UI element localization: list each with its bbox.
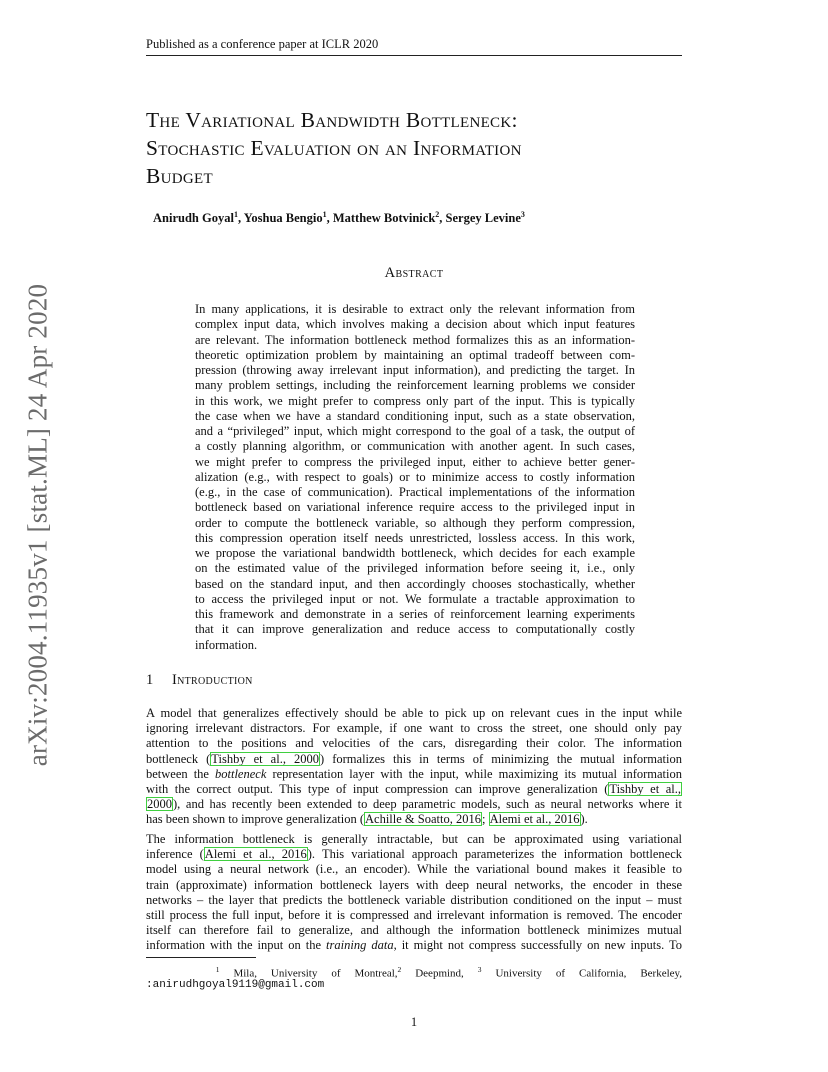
author-name: Anirudh Goyal [153, 211, 234, 226]
paper-title [146, 106, 706, 190]
text-span: bottleneck ( [146, 751, 211, 766]
text-span: has been shown to improve generalization ( [146, 812, 364, 827]
abstract-line: to access the privileged input or not. We formulate a tractable approximation to [195, 591, 635, 606]
abstract-line: we might prefer to compress the privileged input, either to achieve better gener- [195, 454, 635, 469]
text-line [146, 938, 682, 953]
citation-link[interactable]: Tishby et al., 2000 [211, 751, 320, 766]
author-name: Matthew Botvinick [332, 211, 436, 226]
abstract-body [195, 302, 635, 653]
footnote-word: Berkeley, [640, 967, 683, 980]
footnote-word: Deepmind, [415, 967, 464, 980]
abstract-line: and a “privileged” input, which might correspond to the goal of a task, the output of [195, 424, 635, 438]
arxiv-sidebar [24, 280, 52, 770]
abstract-line: alization (e.g., with respect to goals) or to minimize access to costly information [195, 469, 635, 484]
text-span: , it might not compress successfully on new inputs. To [393, 938, 682, 953]
abstract-line: order to compute the bottleneck variable, so although they perform compression, [195, 515, 635, 530]
text-span: ) formalizes this in terms of minimizing the mutual information [320, 751, 682, 766]
abstract-line: bottleneck based on variational inference require access to the privileged input in [195, 500, 635, 515]
abstract-line: theoretic optimization problem by maintaining an optimal tradeoff between com- [195, 347, 635, 362]
author-affiliation[interactable]: 3 [520, 210, 525, 219]
text-line [146, 812, 682, 827]
author-affiliation[interactable]: 1 [322, 210, 327, 219]
citation-link[interactable]: Tishby et al., [609, 781, 682, 796]
footnote-rule [146, 957, 256, 958]
intro-paragraph-1 [146, 706, 682, 828]
text-span: ; [481, 812, 489, 827]
footnote-word: University [495, 967, 542, 980]
text-line: model using a neural network (i.e., an encoder). While the variational bound makes it feasible to [146, 862, 682, 877]
text-span: with the correct output. This type of input compression can improve generalization ( [146, 781, 609, 796]
author-affiliation[interactable]: 2 [435, 210, 440, 219]
abstract-line: complex input data, which involves making a decision about which input features [195, 317, 635, 332]
page-number: 1 [410, 1015, 418, 1029]
title-line-2: Stochastic Evaluation on an Information [146, 136, 522, 160]
running-header: Published as a conference paper at ICLR 2020 [146, 36, 682, 56]
text-line [146, 767, 682, 782]
text-span: ), and has recently been extended to deep parametric models, such as neural networks where it [173, 797, 682, 812]
author-email[interactable]: :anirudhgoyal9119@gmail.com [146, 979, 325, 991]
text-span: information with the input on the [146, 938, 327, 953]
text-span: inference ( [146, 847, 204, 862]
abstract-line: that it can improve generalization and reduce access to computationally costly [195, 622, 635, 637]
text-line: attention to the positions and velocities of the cars, disregarding their color. The information [146, 736, 682, 751]
text-span: ). This variational approach parameterizes the information bottleneck [307, 847, 682, 862]
text-span: between the [146, 766, 216, 781]
abstract-line: based on the standard input, and then accordingly chooses stochastically, whether [195, 576, 635, 591]
citation-link[interactable]: Alemi et al., 2016 [204, 847, 307, 862]
abstract-line: are relevant. The information bottleneck method formalizes this as an information- [195, 332, 635, 347]
text-line: itself can therefore fail to generalize, and although the information bottleneck minimizes mutual [146, 923, 682, 938]
text-line [146, 782, 682, 797]
footnote-word: of [555, 967, 566, 980]
text-line [146, 752, 682, 767]
text-line: still process the full input, before it is compressed and irrelevant information is removed. The encoder [146, 907, 682, 922]
abstract-line: In many applications, it is desirable to extract only the relevant information from [195, 302, 635, 316]
title-line-3: Budget [146, 164, 213, 188]
title-line-1: The Variational Bandwidth Bottleneck: [146, 108, 518, 132]
section-heading-introduction [146, 672, 682, 689]
intro-paragraph-2 [146, 832, 682, 954]
text-line: ignoring irrelevant distractors. For example, if one want to cross the street, one should only pay [146, 721, 682, 736]
citation-link[interactable]: Alemi et al., 2016 [489, 812, 580, 827]
author-name: Yoshua Bengio [243, 211, 323, 226]
abstract-line: on the estimated value of the privileged information before seeing it, i.e., only [195, 561, 635, 576]
text-line [146, 797, 682, 812]
footnote [146, 962, 682, 992]
footnote-word: Montreal, [354, 967, 398, 980]
text-span: ). [580, 812, 588, 827]
footnote-marker: 3 [477, 965, 482, 974]
text-span: representation layer with the input, while maximizing its mutual information [266, 766, 682, 781]
author-name: Sergey Levine [445, 211, 521, 226]
abstract-line: in this work, we might prefer to compress only part of the input. This is typically [195, 393, 635, 408]
abstract-line: a costly planning algorithm, or communication with another agent. In such cases, [195, 439, 635, 454]
author-list: Anirudh Goyal$^1$, Yoshua Bengio$^1$, Matthew Botvinick$^2$, Sergey Levine$^3$ [153, 210, 525, 226]
abstract-line: pression (throwing away irrelevant input information), and predicting the target. In [195, 363, 635, 377]
footnote-line [146, 962, 683, 980]
abstract-line: we propose the variational bandwidth bottleneck, which decides for each example [195, 546, 635, 560]
footnote-word: Mila, [233, 967, 257, 980]
abstract-line: (e.g., in the case of communication). Practical implementations of the information [195, 485, 635, 499]
abstract-line: information. [195, 637, 258, 652]
text-line: A model that generalizes effectively should be able to pick up on relevant cues in the input while [146, 706, 682, 720]
footnote-word: California, [579, 967, 627, 980]
abstract-line: this framework and demonstrate in a series of reinforcement learning experiments [195, 607, 635, 621]
footnote-word: of [331, 967, 341, 980]
abstract-heading: Abstract [384, 265, 444, 281]
footnote-word: University [270, 967, 318, 980]
footnote-marker: 2 [397, 965, 402, 974]
emphasis-text: bottleneck [215, 766, 267, 781]
section-title: Introduction [172, 672, 253, 688]
text-line: The information bottleneck is generally intractable, but can be approximated using variational [146, 832, 682, 846]
citation-link[interactable]: Achille & Soatto, 2016 [365, 812, 481, 827]
arxiv-identifier[interactable]: arXiv:2004.11935v1 [stat.ML] 24 Apr 2020 [22, 283, 53, 767]
footnote-marker: 1 [215, 965, 220, 974]
text-line: networks – the layer that predicts the bottleneck variable distribution conditioned on the input – must [146, 892, 682, 907]
abstract-line: the case when we have a standard conditioning input, such as a state observation, [195, 408, 635, 423]
abstract-line: this compression operation itself needs unrestricted, lossless access. In this work, [195, 530, 635, 545]
abstract-line: many problem settings, including the reinforcement learning problems we consider [195, 378, 635, 393]
citation-link[interactable]: 2000 [147, 797, 172, 812]
section-number: 1 [146, 672, 154, 688]
text-line [146, 847, 682, 862]
author-affiliation[interactable]: 1 [233, 210, 238, 219]
text-line: train (approximate) information bottleneck layers with deep neural networks, the encoder in these [146, 877, 682, 892]
emphasis-text: training data [326, 938, 394, 953]
